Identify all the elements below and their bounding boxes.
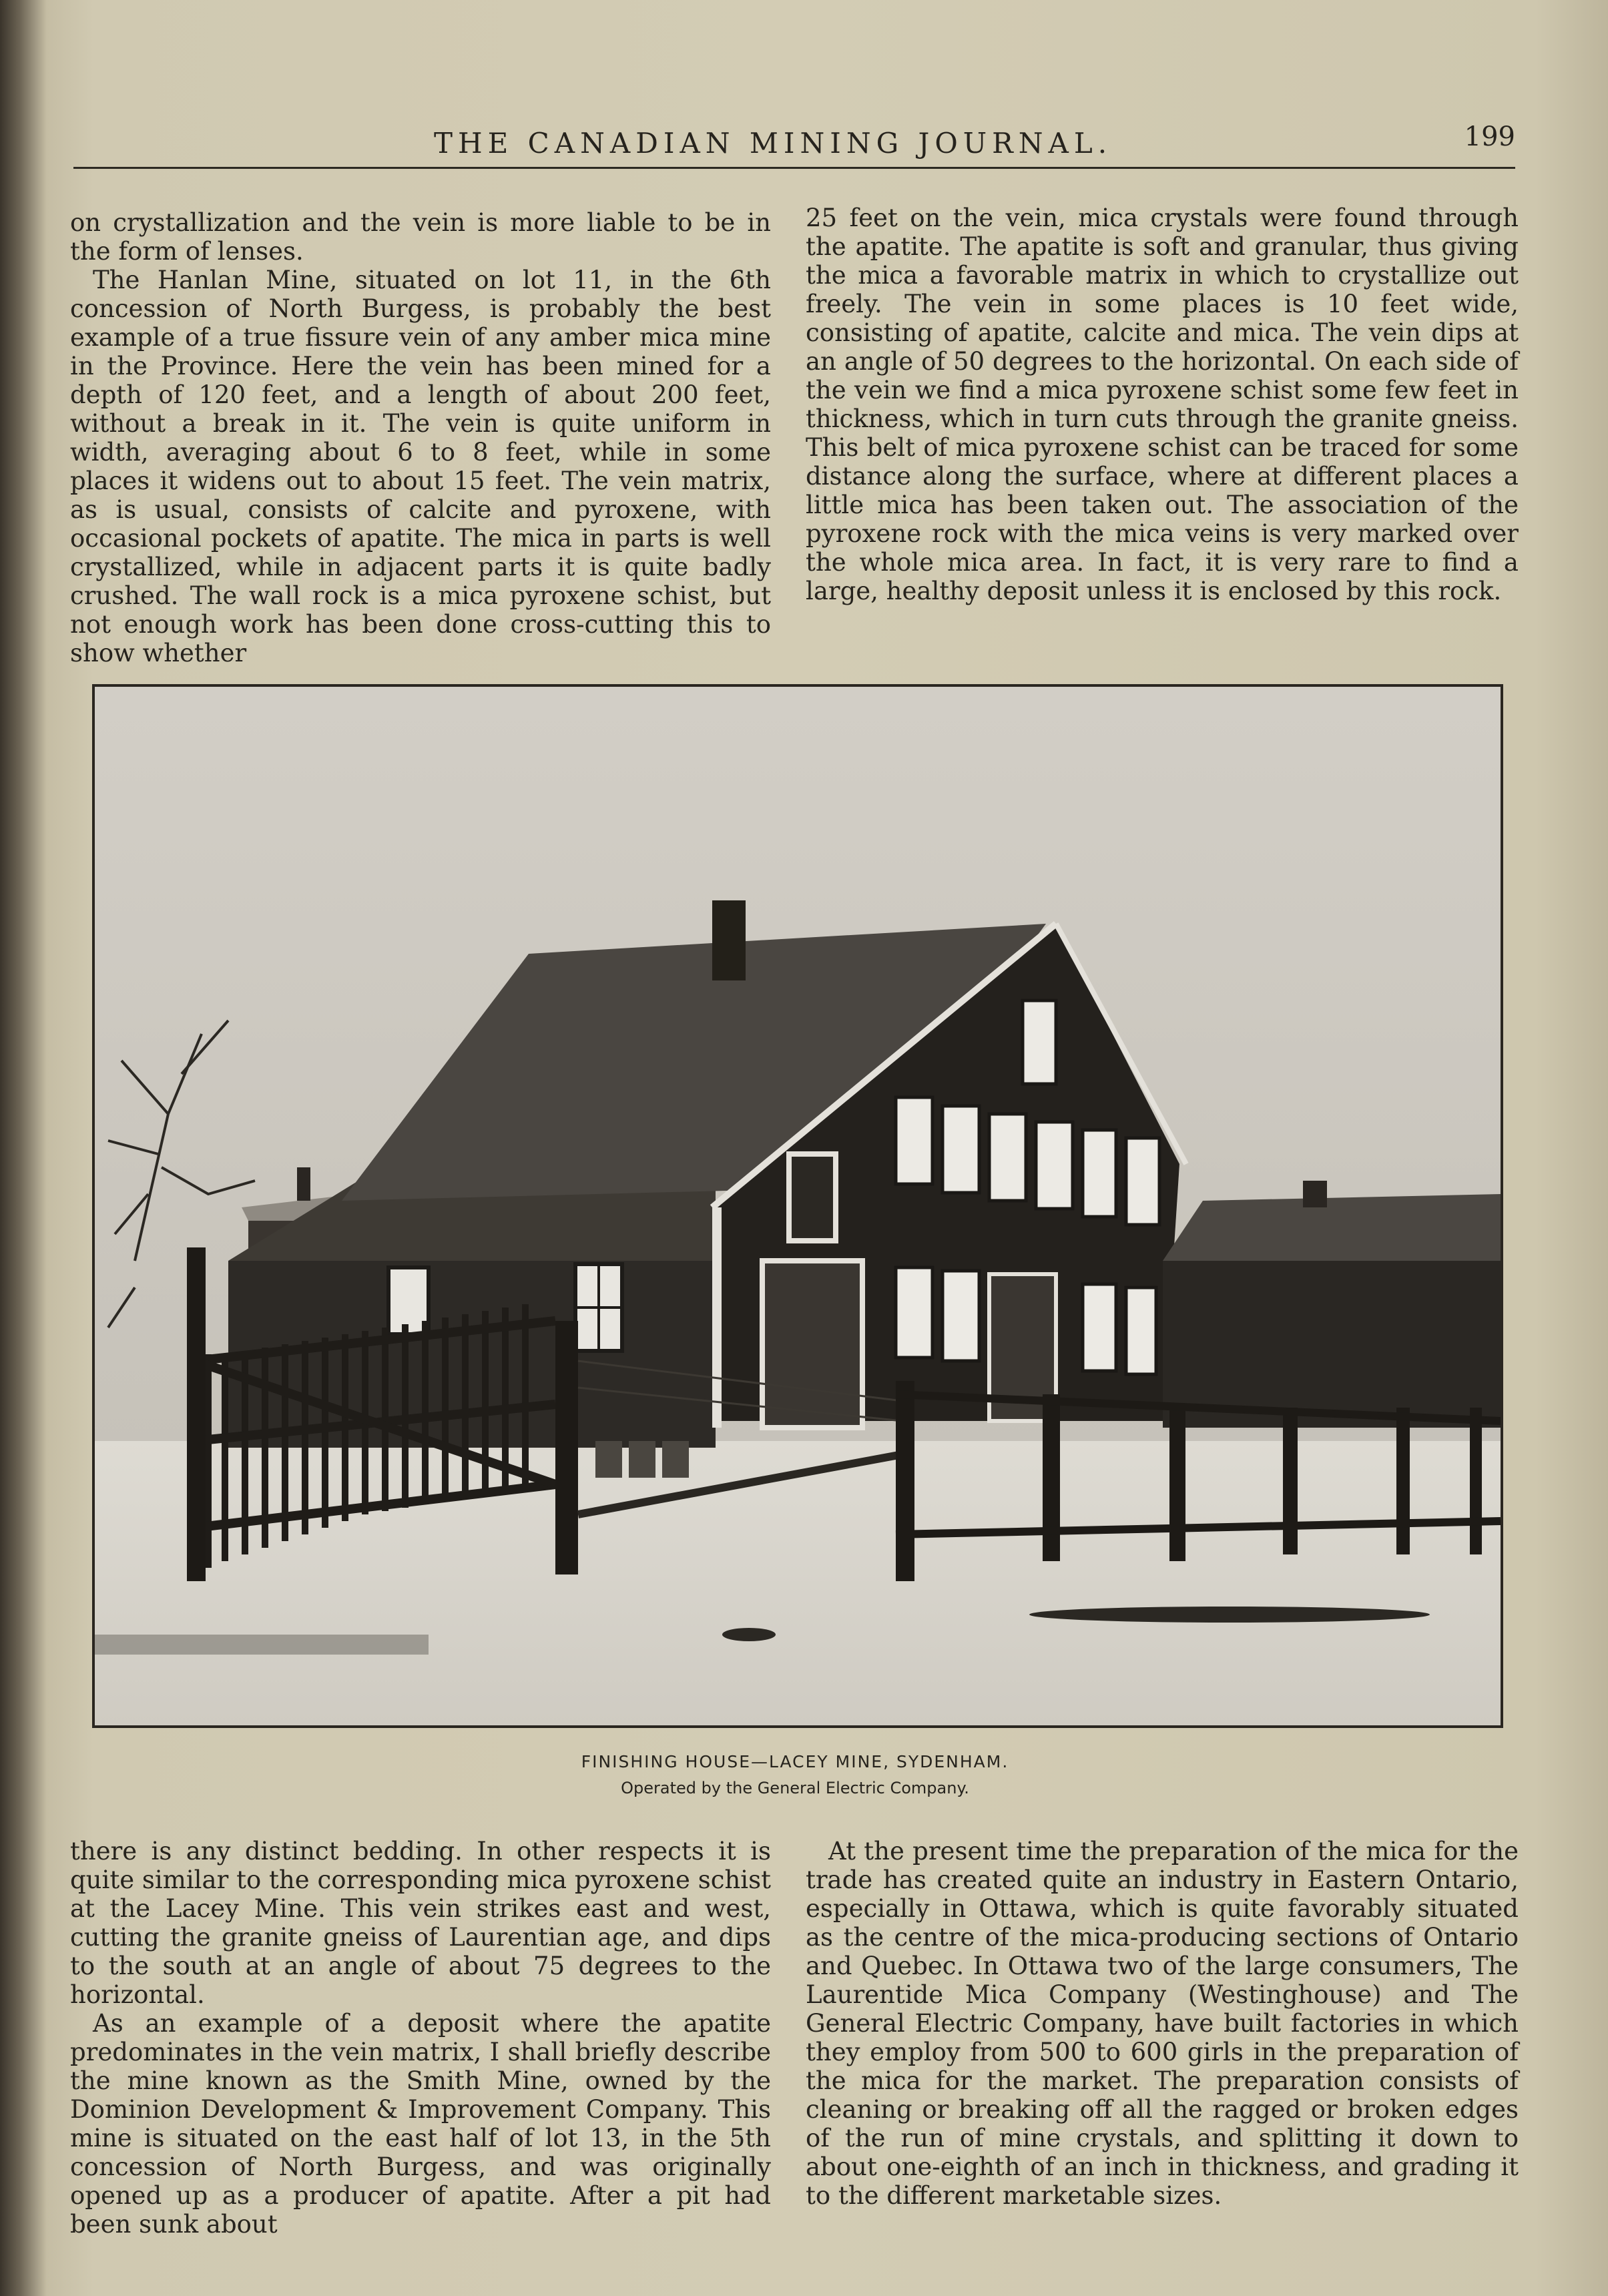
column-bottom-right [806,1837,1519,2210]
paragraph: The Hanlan Mine, situated on lot 11, in the 6th concession of North Burgess, is probably the best example of a true fissure vein of any amber mica mine in the Province. Here the vein has been mined for a depth of 120 feet, and a length of about 200 feet, without a break in it. The vein is quite uniform in width, averaging about 6 to 8 feet, while in some places it widens out to about 15 feet. The vein matrix, as is usual, consists of calcite and pyroxene, with occasional pockets of apatite. The mica in parts is well crystallized, while in adjacent parts it is quite badly crushed. The wall rock is a mica pyroxene schist, but not enough work has been done cross-cutting this to show whether [70,266,771,667]
running-title: THE CANADIAN MINING JOURNAL. [434,127,1113,160]
photo-illustration [95,687,1501,1725]
paragraph: 25 feet on the vein, mica crystals were found through the apatite. The apatite is soft and granular, thus giving the mica a favorable matrix in which to crystallize out freely. The vein in some places is 10 feet wide, consisting of apatite, calcite and mica. The vein dips at an angle of 50 degrees to the horizontal. On each side of the vein we find a mica pyroxene schist some few feet in thickness, which in turn cuts through the granite gneiss. This belt of mica pyroxene schist can be traced for some distance along the surface, where at different places a little mica has been taken out. The association of the pyroxene rock with the mica veins is very marked over the whole mica area. In fact, it is very rare to find a large, healthy deposit unless it is enclosed by this rock. [806,204,1519,605]
column-top-right [806,204,1519,605]
figure-caption-subtitle: Operated by the General Electric Company. [621,1779,969,1797]
photo-finishing-house [92,684,1503,1728]
page-number: 199 [1464,121,1515,152]
figure-caption-title: FINISHING HOUSE—LACEY MINE, SYDENHAM. [581,1752,1009,1771]
page-header [73,121,1515,169]
paragraph: As an example of a deposit where the apatite predominates in the vein matrix, I shall briefly describe the mine known as the Smith Mine, owned by the Dominion Development & Improvement Company. This mine is situated on the east half of lot 13, in the 5th concession of North Burgess, and was originally opened up as a producer of apatite. After a pit had been sunk about [70,2009,771,2239]
column-bottom-left [70,1837,771,2239]
column-top-left [70,208,771,667]
paragraph: At the present time the preparation of the mica for the trade has created quite an industry in Eastern Ontario, especially in Ottawa, which is quite favorably situated as the centre of the mica-producing sections of Ontario and Quebec. In Ottawa two of the large consumers, The Laurentide Mica Company (Westinghouse) and The General Electric Company, have built factories in which they employ from 500 to 600 girls in the preparation of the mica for the market. The preparation consists of cleaning or breaking off all the ragged or broken edges of the run of mine crystals, and splitting it down to about one-eighth of an inch in thickness, and grading it to the different marketable sizes. [806,1837,1519,2210]
paragraph: on crystallization and the vein is more liable to be in the form of lenses. [70,208,771,266]
paragraph: there is any distinct bedding. In other respects it is quite similar to the corresponding mica pyroxene schist at the Lacey Mine. This vein strikes east and west, cutting the granite gneiss of Laurentian age, and dips to the south at an angle of about 75 degrees to the horizontal. [70,1837,771,2009]
